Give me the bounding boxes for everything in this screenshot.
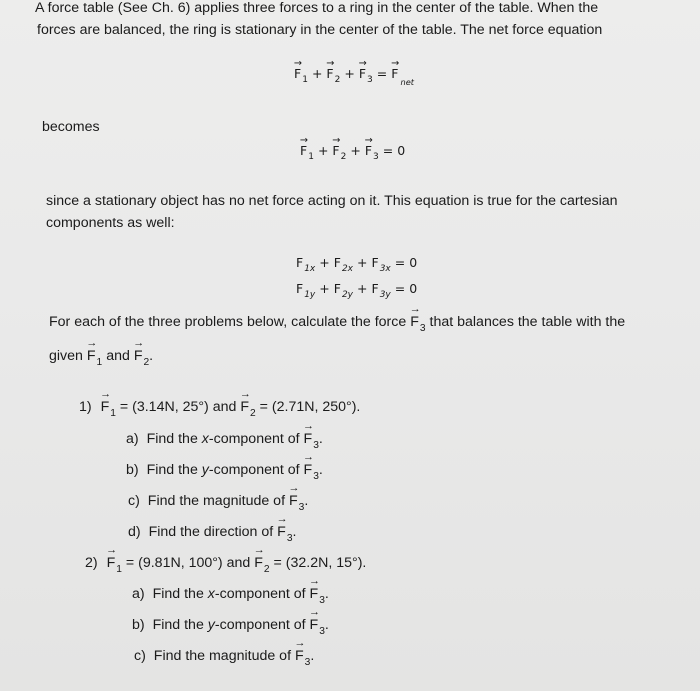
intro-line-2: forces are balanced, the ring is stationary in the center of the table. The net force equation xyxy=(37,22,603,38)
problem-2-part-b: b) Find the y-component of → $F_3$. xyxy=(132,615,329,642)
problem-1-part-b: b) Find the y-component of → $F_3$. xyxy=(126,460,323,487)
since-line-1: since a stationary object has no net force acting on it. This equation is true for the cartesian xyxy=(46,193,618,209)
becomes-label: becomes xyxy=(42,119,100,135)
problem-2-part-c: c) Find the magnitude of → $F_3$. xyxy=(134,646,314,673)
y-component-equation: $F_{1y} + F_{2y} + F_{3y} = 0$ xyxy=(296,281,418,301)
problem-2-statement: $2) \to F_1 = (9.81N$, 100°) and → $F_2 = (32.2N$, 15°). xyxy=(85,553,366,580)
net-force-equation: → $F_1 +\to F_2 +\to F_3 =\to F_{net}$ xyxy=(294,66,414,87)
instructions-line-2: given → $F_1$ and → $F_2$. xyxy=(49,346,153,373)
x-component-equation: $F_{1x} + F_{2x} + F_{3x} = 0$ xyxy=(296,255,418,275)
problem-1-statement: $1) \to F_1 = (3.14N$, 25°) and → $F_2 = (2.71N$, 250°). xyxy=(79,397,360,424)
intro-line-1: A force table (See Ch. 6) applies three forces to a ring in the center of the table. When the xyxy=(35,0,599,16)
problem-2-part-a: a) Find the x-component of → $F_3$. xyxy=(132,584,329,611)
problem-1-part-d: d) Find the direction of → $F_3$. xyxy=(128,522,296,549)
zero-sum-equation: → $F_1 +\to F_2 +\to F_3 = 0$ xyxy=(300,143,405,162)
problem-1-part-c: c) Find the magnitude of → $F_3$. xyxy=(128,491,308,518)
problem-1-part-a: a) Find the x-component of → $F_3$. xyxy=(126,429,323,456)
since-line-2: components as well: xyxy=(46,215,175,231)
instructions-line-1: For each of the three problems below, calculate the force → $F_3$ that balances the table with the xyxy=(49,312,625,339)
